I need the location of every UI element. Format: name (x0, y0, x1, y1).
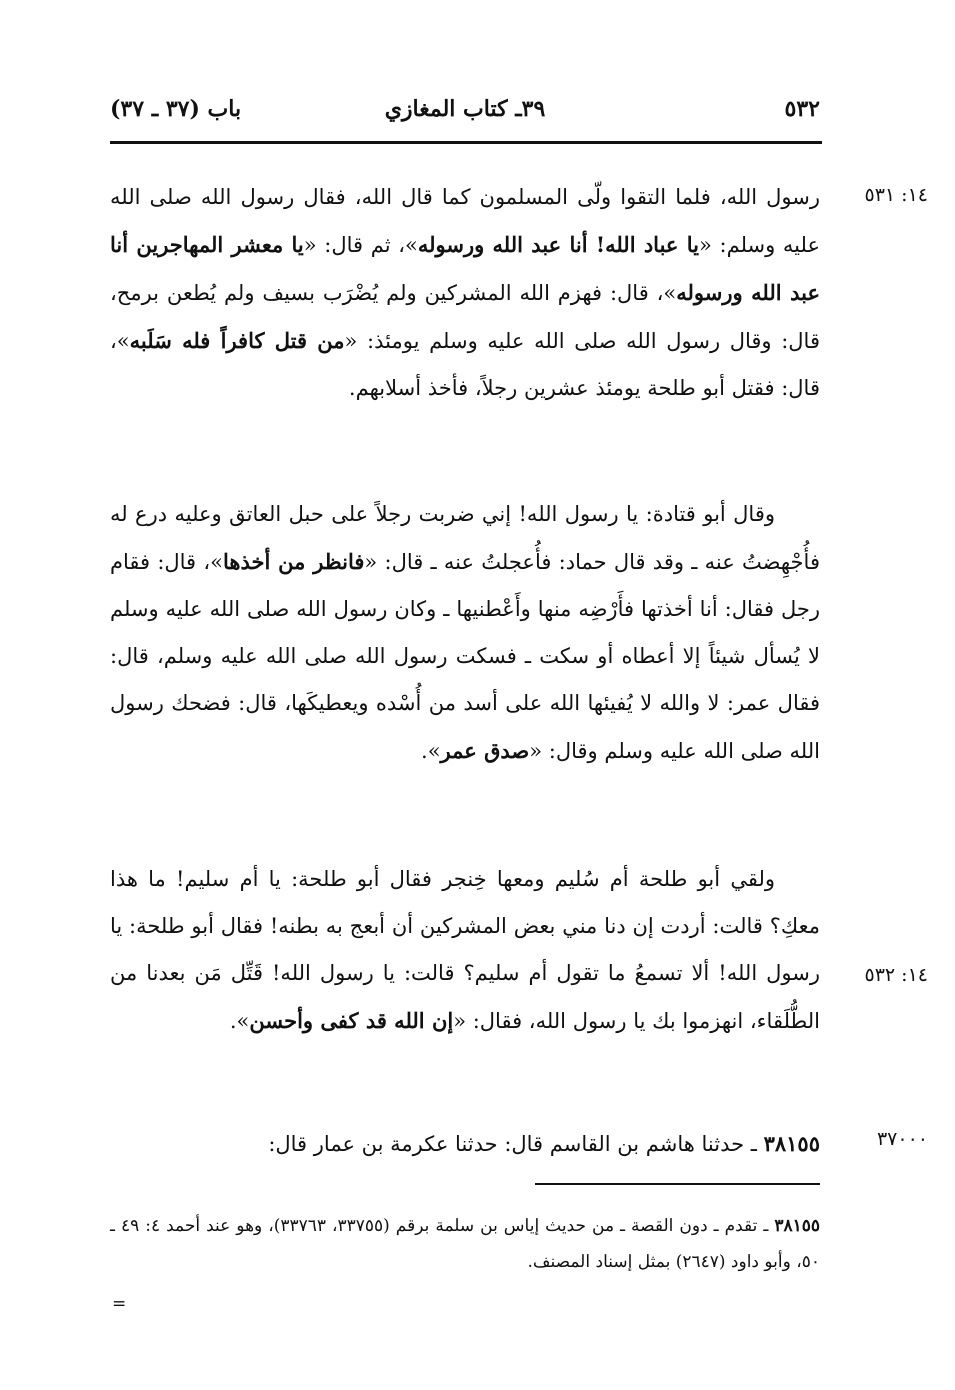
text-run: »، ثم قال: « (303, 233, 418, 257)
hadith-quote: يا عباد الله! أنا عبد الله ورسوله (417, 232, 699, 257)
chapter-title: باب (٣٧ ـ ٣٧) (110, 96, 242, 122)
page-header (110, 92, 820, 132)
text-run: ـ حدثنا هاشم بن القاسم قال: حدثنا عكرمة بن عمار قال: (268, 1132, 764, 1156)
hadith-quote: فانظر من أخذها (222, 549, 365, 574)
margin-reference-1: ١٤: ٥٣١ (864, 184, 928, 206)
hadith-quote: صدق عمر (440, 738, 530, 763)
hadith-number: ٣٨١٥٥ (763, 1131, 820, 1156)
paragraph-1 (110, 174, 820, 412)
hadith-quote: إن الله قد كفى وأحسن (249, 1008, 454, 1033)
continuation-mark: = (112, 1294, 127, 1314)
hadith-quote: من قتل كافراً فله سَلَبه (129, 328, 345, 353)
footnote-divider (535, 1183, 820, 1185)
footnote-number: ٣٨١٥٥ (774, 1216, 821, 1236)
text-run: وقال أبو قتادة: يا رسول الله! إني ضربت رجلاً على حبل العاتق وعليه درع له فأُجْهِضتُ عنه ـ وقد قال حماد: فأُعجلتُ عنه ـ قال: « (110, 502, 820, 574)
paragraph-2 (110, 491, 820, 775)
text-run: ». (421, 739, 441, 763)
text-run: »، قال: فقام رجل فقال: أنا أخذتها فأَرْضِه منها وأَعْطنيها ـ وكان رسول الله صلى الله عليه وسلم لا يُسأل شيئاً إلا أعطاه أو سكت ـ فسكت رسول الله صلى الله عليه وسلم، قال: فقال عمر: لا والله لا يُفيئها الله على أسد من أُسْده ويعطيكَها، قال: فضحك رسول الله صلى الله عليه وسلم وقال: « (110, 550, 820, 763)
text-run: ولقي أبو طلحة أم سُليم ومعها خِنجر فقال أبو طلحة: يا أم سليم! ما هذا معكِ؟ قالت: أردت إن دنا مني بعض المشركين أن أبعج به بطنه! فقال أبو طلحة: يا رسول الله! ألا تسمعُ ما تقول أم سليم؟ قالت: يا رسول الله! قَتِّل مَن بعدنا من الطُّلَقاء، انهزموا بك يا رسول الله، فقال: « (110, 867, 820, 1033)
footnote (110, 1208, 820, 1280)
paragraph-4 (110, 1120, 820, 1168)
text-run: ». (229, 1009, 250, 1033)
footnote-text: ـ تقدم ـ دون القصة ـ من حديث إياس بن سلمة برقم (٣٣٧٥٥، ٣٣٧٦٣)، وهو عند أحمد ٤: ٤٩ ـ ٥٠، وأبو داود (٢٦٤٧) بمثل إسناد المصنف. (110, 1216, 820, 1272)
text-run: رسول الله، فلما التقوا ولّى المسلمون كما قال الله، فقال رسول الله صلى الله عليه وسلم: « (110, 185, 820, 257)
margin-reference-3: ٣٧٠٠٠ (876, 1128, 928, 1150)
header-divider (110, 141, 822, 144)
page-number: ٥٣٢ (784, 96, 820, 122)
text-run: »، قال: فهزم الله المشركين ولم يُضْرَب بسيف ولم يُطعن برمح، قال: وقال رسول الله صلى الله عليه وسلم يومئذ: « (110, 281, 820, 353)
hadith-quote: يا معشر المهاجرين أنا عبد الله ورسوله (110, 232, 820, 305)
text-run: »، قال: فقتل أبو طلحة يومئذ عشرين رجلاً، فأخذ أسلابهم. (110, 329, 820, 400)
book-title: ٣٩ـ كتاب المغازي (384, 96, 546, 122)
margin-reference-2: ١٤: ٥٣٢ (864, 964, 928, 986)
paragraph-3 (110, 856, 820, 1045)
